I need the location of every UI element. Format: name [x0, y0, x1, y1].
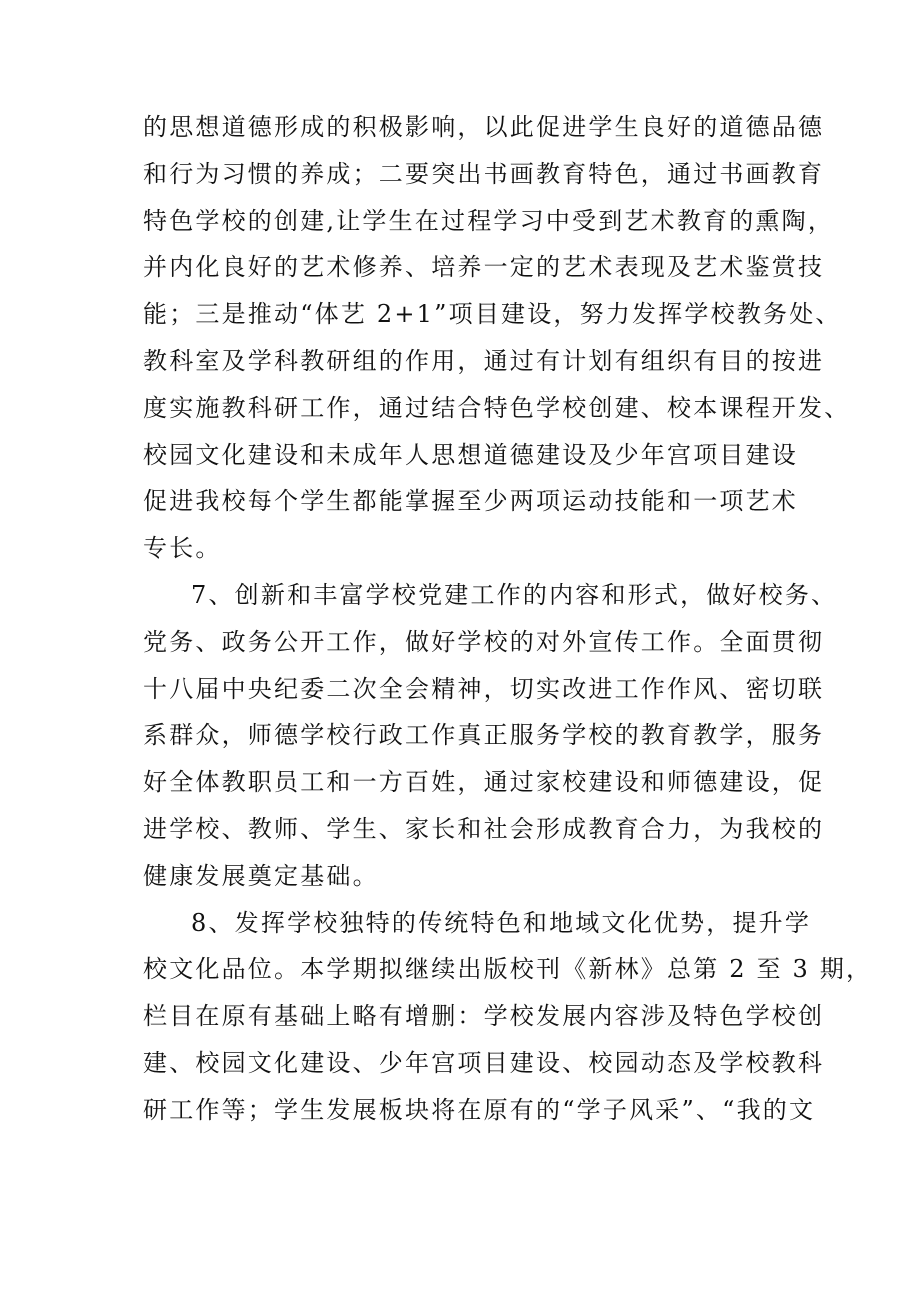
text-line: 好全体教职员工和一方百姓，通过家校建设和师德建设，促 — [143, 768, 825, 797]
text-line: 促进我校每个学生都能掌握至少两项运动技能和一项艺术 — [143, 487, 798, 516]
text-line: 教科室及学科教研组的作用，通过有计划有组织有目的按进 — [143, 346, 825, 375]
text-line: 度实施教科研工作，通过结合特色学校创建、校本课程开发、 — [143, 393, 851, 422]
text-line: 特色学校的创建,让学生在过程学习中受到艺术教育的熏陶， — [143, 206, 835, 235]
text-line: 并内化良好的艺术修养、培养一定的艺术表现及艺术鉴赏技 — [143, 253, 825, 282]
paragraph-8 — [143, 900, 873, 1134]
text-line: 进学校、教师、学生、家长和社会形成教育合力，为我校的 — [143, 814, 825, 843]
text-line: 专长。 — [143, 534, 222, 563]
text-line: 建、校园文化建设、少年宫项目建设、校园动态及学校教科 — [143, 1048, 825, 1077]
text-line: 8、发挥学校独特的传统特色和地域文化优势，提升学 — [191, 908, 812, 937]
text-line: 校文化品位。本学期拟继续出版校刊《新林》总第 2 至 3 期， — [143, 955, 873, 984]
text-line: 7、创新和丰富学校党建工作的内容和形式，做好校务、 — [191, 580, 838, 609]
text-line: 和行为习惯的养成；二要突出书画教育特色，通过书画教育 — [143, 159, 825, 188]
text-line: 的思想道德形成的积极影响，以此促进学生良好的道德品德 — [143, 113, 825, 141]
text-line: 党务、政务公开工作，做好学校的对外宣传工作。全面贯彻 — [143, 627, 825, 656]
document-body — [143, 104, 873, 1134]
text-line: 系群众，师德学校行政工作真正服务学校的教育教学，服务 — [143, 721, 825, 750]
text-line: 健康发展奠定基础。 — [143, 861, 379, 890]
paragraph-continuation — [143, 104, 851, 572]
paragraph-7 — [143, 572, 838, 900]
text-line: 校园文化建设和未成年人思想道德建设及少年宫项目建设 — [143, 440, 798, 469]
text-line: 能；三是推动“体艺 2+1”项目建设，努力发挥学校教务处、 — [143, 300, 842, 329]
text-line: 十八届中央纪委二次全会精神，切实改进工作作风、密切联 — [143, 674, 825, 703]
text-line: 栏目在原有基础上略有增删：学校发展内容涉及特色学校创 — [143, 1002, 825, 1031]
text-line: 研工作等；学生发展板块将在原有的“学子风采”、“我的文 — [143, 1095, 816, 1124]
